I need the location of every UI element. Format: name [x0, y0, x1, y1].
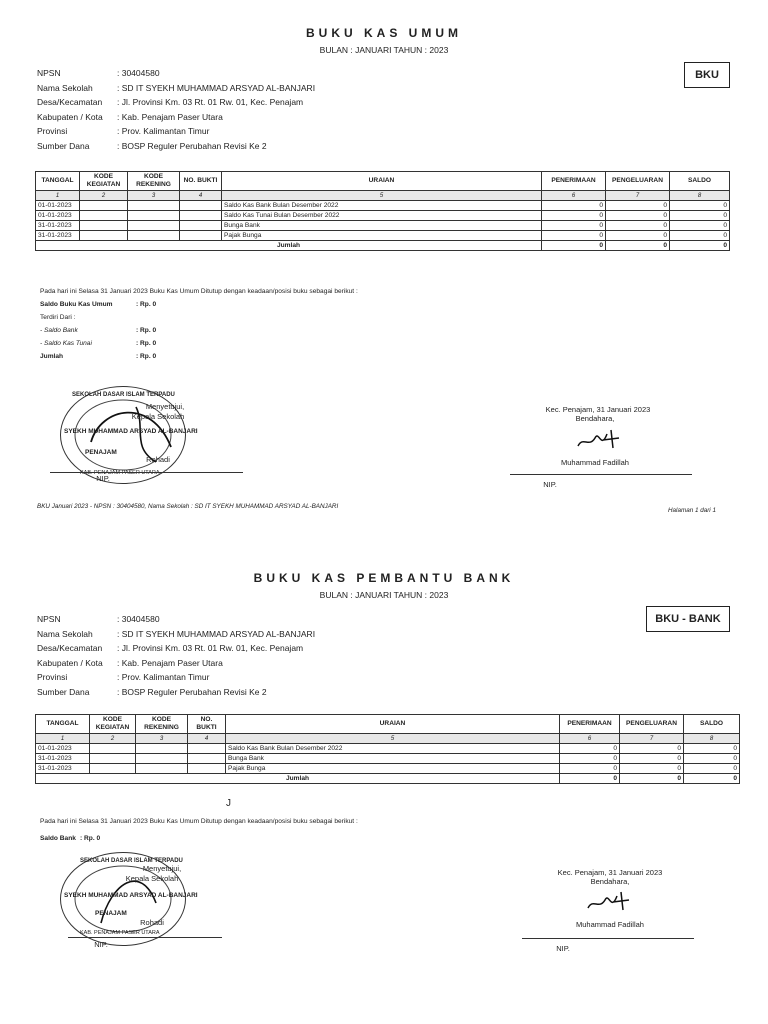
cell-saldo: 0 — [670, 231, 730, 241]
total-saldo: 0 — [670, 241, 730, 251]
total-penerimaan: 0 — [542, 241, 606, 251]
summary-value: : Rp. 0 — [136, 353, 157, 360]
table-index-row — [36, 191, 730, 201]
info-row — [37, 95, 597, 110]
doc-badge: BKU - BANK — [646, 606, 730, 632]
headmaster-signature-line — [50, 472, 243, 473]
cell-tanggal: 31-01-2023 — [36, 221, 80, 231]
cell-saldo: 0 — [670, 221, 730, 231]
closing-statement: Pada hari ini Selasa 31 Januari 2023 Buku Kas Umum Ditutup dengan keadaan/posisi buku sebagai berikut : — [40, 288, 358, 295]
cell-rekening — [128, 231, 180, 241]
cell-saldo: 0 — [670, 211, 730, 221]
info-row — [37, 627, 597, 642]
info-label: Kabupaten / Kota — [37, 111, 103, 122]
summary-value: : Rp. 0 — [136, 301, 157, 308]
total-label: Jumlah — [36, 241, 542, 251]
cell-kegiatan — [90, 754, 136, 764]
stamp-bottom-text: PENAJAM — [95, 910, 127, 917]
stamp-bottom-text: PENAJAM — [85, 449, 117, 456]
cell-uraian: Saldo Kas Bank Bulan Desember 2022 — [222, 201, 542, 211]
summary-value: : Rp. 0 — [80, 835, 101, 842]
info-row — [37, 656, 597, 671]
info-label: Desa/Kecamatan — [37, 97, 103, 107]
info-row — [37, 612, 597, 627]
total-row — [36, 774, 740, 784]
column-index: 6 — [560, 734, 620, 744]
summary-row — [40, 301, 240, 314]
cell-saldo: 0 — [684, 744, 740, 754]
info-row — [37, 81, 597, 96]
total-label: Jumlah — [36, 774, 560, 784]
headmaster-name: Rohadi — [146, 455, 170, 464]
info-label: Provinsi — [37, 126, 68, 136]
column-header: SALDO — [684, 715, 740, 734]
cell-tanggal: 01-01-2023 — [36, 211, 80, 221]
info-label: NPSN — [37, 614, 61, 624]
approve-label: Menyetujui, — [142, 864, 182, 873]
place-date: Kec. Penajam, 31 Januari 2023 — [545, 405, 651, 414]
info-label: Desa/Kecamatan — [37, 643, 103, 653]
total-pengeluaran: 0 — [620, 774, 684, 784]
info-value: : Jl. Provinsi Km. 03 Rt. 01 Rw. 01, Kec. Penajam — [117, 643, 304, 653]
column-index: 3 — [128, 191, 180, 201]
column-header: PENGELUARAN — [606, 172, 670, 191]
column-index: 5 — [226, 734, 560, 744]
info-row — [37, 124, 597, 139]
cell-pengeluaran: 0 — [620, 764, 684, 774]
info-value: : Prov. Kalimantan Timur — [117, 672, 210, 682]
column-header: KODE KEGIATAN — [90, 715, 136, 734]
info-value: : BOSP Reguler Perubahan Revisi Ke 2 — [117, 686, 267, 697]
column-index: 2 — [80, 191, 128, 201]
cell-penerimaan: 0 — [542, 221, 606, 231]
info-label: Sumber Dana — [37, 686, 90, 697]
summary-label: Saldo Buku Kas Umum — [40, 301, 113, 308]
headmaster-name: Rohadi — [140, 918, 164, 927]
place-date: Kec. Penajam, 31 Januari 2023 — [557, 868, 663, 877]
info-label: Kabupaten / Kota — [37, 657, 103, 668]
cell-kegiatan — [80, 211, 128, 221]
doc-badge: BKU — [684, 62, 730, 88]
column-index: 1 — [36, 191, 80, 201]
column-header: TANGGAL — [36, 715, 90, 734]
column-index: 5 — [222, 191, 542, 201]
info-value: : Kab. Penajam Paser Utara — [117, 111, 223, 122]
approve-label: Menyetujui, — [145, 402, 185, 411]
info-row — [37, 641, 597, 656]
cell-rekening — [136, 754, 188, 764]
table-row — [36, 221, 730, 231]
headmaster-nip: NIP. — [94, 940, 108, 949]
cell-penerimaan: 0 — [542, 211, 606, 221]
info-label: NPSN — [37, 68, 61, 78]
headmaster-role: Kepala Sekolah — [125, 874, 179, 883]
cell-rekening — [136, 764, 188, 774]
summary-value: : Rp. 0 — [136, 340, 157, 347]
period-label: BULAN : JANUARI TAHUN : 2023 — [319, 590, 449, 600]
stamp-ring-text: KAB. PENAJAM PASER UTARA — [80, 930, 160, 936]
info-value: : 30404580 — [117, 68, 160, 78]
column-index: 1 — [36, 734, 90, 744]
info-label: Nama Sekolah — [37, 628, 93, 639]
treasurer-name: Muhammad Fadillah — [576, 920, 644, 929]
table-row — [36, 211, 730, 221]
info-label: Provinsi — [37, 672, 68, 682]
column-index: 3 — [136, 734, 188, 744]
column-index: 7 — [620, 734, 684, 744]
cell-tanggal: 31-01-2023 — [36, 754, 90, 764]
table-row — [36, 201, 730, 211]
summary-label: Saldo Bank — [40, 835, 76, 842]
cell-rekening — [136, 744, 188, 754]
info-value: : SD IT SYEKH MUHAMMAD ARSYAD AL-BANJARI — [117, 628, 316, 639]
closing-statement: Pada hari ini Selasa 31 Januari 2023 Buku Kas Umum Ditutup dengan keadaan/posisi buku sebagai berikut : — [40, 818, 358, 825]
info-value: : BOSP Reguler Perubahan Revisi Ke 2 — [117, 140, 267, 151]
cell-kegiatan — [80, 201, 128, 211]
cell-penerimaan: 0 — [560, 764, 620, 774]
info-value: : 30404580 — [117, 614, 160, 624]
summary-block — [40, 301, 240, 366]
page-title: BUKU KAS UMUM — [306, 26, 462, 40]
cell-kegiatan — [80, 221, 128, 231]
cell-rekening — [128, 201, 180, 211]
cell-bukti — [180, 231, 222, 241]
cell-tanggal: 01-01-2023 — [36, 744, 90, 754]
footer-note: BKU Januari 2023 - NPSN : 30404580, Nama Sekolah : SD IT SYEKH MUHAMMAD ARSYAD AL-BANJARI — [37, 503, 339, 510]
column-index: 4 — [180, 191, 222, 201]
treasurer-role: Bendahara, — [590, 877, 630, 886]
total-penerimaan: 0 — [560, 774, 620, 784]
ledger-table — [35, 171, 730, 251]
summary-row — [40, 353, 240, 366]
summary-value: : Rp. 0 — [136, 327, 157, 334]
cell-tanggal: 31-01-2023 — [36, 231, 80, 241]
summary-row — [40, 340, 240, 353]
treasurer-signature-icon — [585, 888, 635, 914]
table-header — [36, 172, 730, 191]
cell-bukti — [180, 201, 222, 211]
cell-uraian: Saldo Kas Bank Bulan Desember 2022 — [226, 744, 560, 754]
info-value: : SD IT SYEKH MUHAMMAD ARSYAD AL-BANJARI — [117, 82, 316, 93]
table-row — [36, 744, 740, 754]
table-row — [36, 231, 730, 241]
column-index: 4 — [188, 734, 226, 744]
info-row — [37, 66, 597, 81]
stamp-top-text: SEKOLAH DASAR ISLAM TERPADU — [80, 858, 183, 864]
stamp-ring-text: KAB. PENAJAM PASER UTARA — [80, 470, 160, 476]
cell-saldo: 0 — [684, 764, 740, 774]
info-value: : Kab. Penajam Paser Utara — [117, 657, 223, 668]
column-index: 6 — [542, 191, 606, 201]
summary-block — [40, 835, 240, 848]
page-title: BUKU KAS PEMBANTU BANK — [253, 571, 515, 585]
cell-pengeluaran: 0 — [606, 221, 670, 231]
table-row — [36, 754, 740, 764]
column-header: URAIAN — [226, 715, 560, 734]
total-row — [36, 241, 730, 251]
info-row — [37, 685, 597, 700]
stamp-middle-text: SYEKH MUHAMMAD ARSYAD AL-BANJARI — [64, 428, 198, 435]
treasurer-role: Bendahara, — [575, 414, 615, 423]
summary-row — [40, 835, 240, 848]
headmaster-role: Kepala Sekolah — [131, 412, 185, 421]
cell-uraian: Bunga Bank — [226, 754, 560, 764]
summary-label: Jumlah — [40, 353, 64, 360]
cell-kegiatan — [90, 764, 136, 774]
school-info — [37, 612, 597, 699]
page-number: Halaman 1 dari 1 — [668, 507, 716, 514]
column-header: SALDO — [670, 172, 730, 191]
column-header: KODE REKENING — [136, 715, 188, 734]
ledger-table — [35, 714, 740, 784]
cell-pengeluaran: 0 — [606, 211, 670, 221]
total-saldo: 0 — [684, 774, 740, 784]
period-label: BULAN : JANUARI TAHUN : 2023 — [319, 45, 449, 55]
summary-row — [40, 314, 240, 327]
cell-rekening — [128, 211, 180, 221]
info-row — [37, 670, 597, 685]
column-index: 7 — [606, 191, 670, 201]
cell-kegiatan — [90, 744, 136, 754]
cell-penerimaan: 0 — [542, 231, 606, 241]
column-header: PENERIMAAN — [560, 715, 620, 734]
table-row — [36, 764, 740, 774]
cell-kegiatan — [80, 231, 128, 241]
treasurer-signature-line — [510, 474, 692, 475]
stamp-top-text: SEKOLAH DASAR ISLAM TERPADU — [72, 392, 175, 398]
summary-label: - Saldo Bank — [40, 327, 78, 334]
stamp-middle-text: SYEKH MUHAMMAD ARSYAD AL-BANJARI — [64, 892, 198, 899]
info-row — [37, 139, 597, 154]
column-index: 8 — [670, 191, 730, 201]
treasurer-nip: NIP. — [543, 480, 557, 489]
cell-bukti — [188, 744, 226, 754]
cell-uraian: Pajak Bunga — [222, 231, 542, 241]
summary-row — [40, 327, 240, 340]
cell-uraian: Bunga Bank — [222, 221, 542, 231]
column-index: 2 — [90, 734, 136, 744]
treasurer-nip: NIP. — [556, 944, 570, 953]
cell-bukti — [188, 764, 226, 774]
column-header: NO. BUKTI — [188, 715, 226, 734]
summary-label: - Saldo Kas Tunai — [40, 340, 92, 347]
stray-mark: J — [226, 798, 231, 809]
headmaster-signature-line — [68, 937, 222, 938]
cell-penerimaan: 0 — [560, 744, 620, 754]
column-index: 8 — [684, 734, 740, 744]
cell-pengeluaran: 0 — [620, 754, 684, 764]
info-row — [37, 110, 597, 125]
cell-penerimaan: 0 — [560, 754, 620, 764]
treasurer-signature-line — [522, 938, 694, 939]
cell-uraian: Pajak Bunga — [226, 764, 560, 774]
cell-tanggal: 01-01-2023 — [36, 201, 80, 211]
cell-rekening — [128, 221, 180, 231]
info-value: : Jl. Provinsi Km. 03 Rt. 01 Rw. 01, Kec. Penajam — [117, 97, 304, 107]
column-header: KODE REKENING — [128, 172, 180, 191]
cell-pengeluaran: 0 — [606, 201, 670, 211]
summary-label: Terdiri Dari : — [40, 314, 76, 321]
cell-uraian: Saldo Kas Tunai Bulan Desember 2022 — [222, 211, 542, 221]
cell-penerimaan: 0 — [542, 201, 606, 211]
cell-bukti — [180, 221, 222, 231]
cell-saldo: 0 — [670, 201, 730, 211]
cell-tanggal: 31-01-2023 — [36, 764, 90, 774]
column-header: KODE KEGIATAN — [80, 172, 128, 191]
column-header: NO. BUKTI — [180, 172, 222, 191]
cell-pengeluaran: 0 — [606, 231, 670, 241]
cell-bukti — [180, 211, 222, 221]
table-index-row — [36, 734, 740, 744]
column-header: URAIAN — [222, 172, 542, 191]
treasurer-name: Muhammad Fadillah — [561, 458, 629, 467]
info-value: : Prov. Kalimantan Timur — [117, 126, 210, 136]
cell-bukti — [188, 754, 226, 764]
school-info — [37, 66, 597, 153]
column-header: TANGGAL — [36, 172, 80, 191]
treasurer-signature-icon — [575, 426, 625, 452]
column-header: PENGELUARAN — [620, 715, 684, 734]
info-label: Nama Sekolah — [37, 82, 93, 93]
total-pengeluaran: 0 — [606, 241, 670, 251]
info-label: Sumber Dana — [37, 140, 90, 151]
table-header — [36, 715, 740, 734]
headmaster-nip: NIP. — [96, 474, 110, 483]
cell-saldo: 0 — [684, 754, 740, 764]
cell-pengeluaran: 0 — [620, 744, 684, 754]
column-header: PENERIMAAN — [542, 172, 606, 191]
